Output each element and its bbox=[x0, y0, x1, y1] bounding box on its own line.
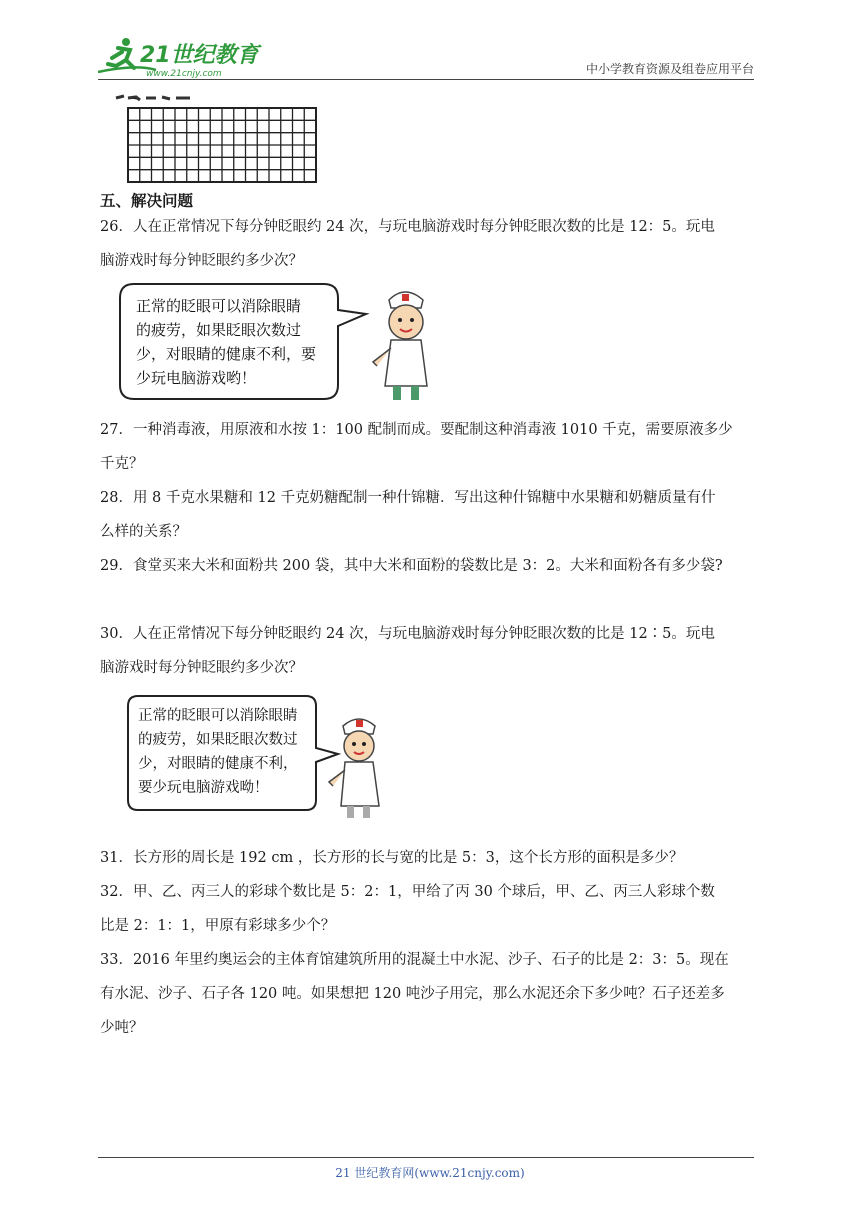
question-28-line1: 28．用 8 千克水果糖和 12 千克奶糖配制一种什锦糖．写出这种什锦糖中水果糖和奶糖质量有什 bbox=[100, 490, 716, 506]
question-28 bbox=[100, 481, 760, 549]
question-31-line1: 31．长方形的周长是 192 cm ，长方形的长与宽的比是 5：3，这个长方形的面积是多少？ bbox=[100, 850, 684, 866]
question-33-line3: 少吨？ bbox=[100, 1020, 144, 1036]
header-divider bbox=[98, 79, 754, 80]
footer-divider bbox=[98, 1157, 754, 1158]
header-platform-text: 中小学教育资源及组卷应用平台 bbox=[585, 62, 754, 76]
doctor-icon bbox=[329, 719, 379, 818]
question-32-line2: 比是 2：1：1，甲原有彩球多少个？ bbox=[100, 918, 336, 934]
question-26 bbox=[100, 210, 760, 278]
grid-image bbox=[112, 92, 322, 184]
question-31 bbox=[100, 841, 760, 875]
question-33-line1: 33．2016 年里约奥运会的主体育馆建筑所用的混凝土中水泥、沙子、石子的比是 2：3：5。现在 bbox=[100, 952, 729, 968]
question-33-line2: 有水泥、沙子、石子各 120 吨。如果想把 120 吨沙子用完，那么水泥还余下多少吨？石子还差多 bbox=[100, 986, 725, 1002]
question-29-line1: 29．食堂买来大米和面粉共 200 袋，其中大米和面粉的袋数比是 3：2。大米和面粉各有多少袋? bbox=[100, 558, 723, 574]
bubble-2-line2: 的疲劳，如果眨眼次数过 bbox=[138, 732, 298, 748]
question-30-line2: 脑游戏时每分钟眨眼约多少次？ bbox=[100, 660, 303, 676]
doctor-icon bbox=[373, 292, 427, 400]
bubble-2-line1: 正常的眨眼可以消除眼睛 bbox=[138, 708, 298, 724]
bubble-2-line3: 少，对眼睛的健康不利， bbox=[138, 756, 298, 772]
question-26-line2: 脑游戏时每分钟眨眼约多少次？ bbox=[100, 253, 303, 269]
bubble-1-line3: 少，对眼睛的健康不利，要 bbox=[136, 345, 317, 363]
logo-text: 21世纪教育 bbox=[140, 43, 259, 68]
doctor-illustration-1 bbox=[116, 280, 466, 405]
bubble-1-line1: 正常的眨眼可以消除眼睛 bbox=[136, 297, 302, 315]
question-29 bbox=[100, 549, 760, 583]
question-28-line2: 么样的关系？ bbox=[100, 524, 187, 540]
question-32 bbox=[100, 875, 760, 943]
footer-link[interactable]: 21 世纪教育网(www.21cnjy.com) bbox=[335, 1166, 525, 1180]
site-logo bbox=[96, 36, 266, 80]
doctor-illustration-2 bbox=[124, 692, 424, 832]
question-27 bbox=[100, 413, 760, 481]
question-33 bbox=[100, 943, 760, 1045]
question-26-line1: 26．人在正常情况下每分钟眨眼约 24 次，与玩电脑游戏时每分钟眨眼次数的比是 12：5。玩电 bbox=[100, 219, 715, 235]
bubble-2-line4: 要少玩电脑游戏呦！ bbox=[138, 780, 269, 796]
question-27-line2: 千克？ bbox=[100, 456, 144, 472]
runner-logo-icon bbox=[96, 36, 266, 80]
logo-url: www.21cnjy.com bbox=[146, 69, 222, 79]
grid-figure bbox=[112, 92, 322, 184]
question-27-line1: 27．一种消毒液，用原液和水按 1：100 配制而成。要配制这种消毒液 1010 千克，需要原液多少 bbox=[100, 422, 733, 438]
question-32-line1: 32．甲、乙、丙三人的彩球个数比是 5：2：1，甲给了丙 30 个球后，甲、乙、丙三人彩球个数 bbox=[100, 884, 715, 900]
bubble-1-line4: 少玩电脑游戏哟！ bbox=[136, 369, 257, 387]
section-title: 五、解决问题 bbox=[100, 192, 194, 210]
question-30 bbox=[100, 617, 760, 685]
question-30-line1: 30．人在正常情况下每分钟眨眼约 24 次，与玩电脑游戏时每分钟眨眼次数的比是 12∶5。玩电 bbox=[100, 626, 715, 642]
bubble-1-line2: 的疲劳，如果眨眼次数过 bbox=[136, 321, 302, 339]
